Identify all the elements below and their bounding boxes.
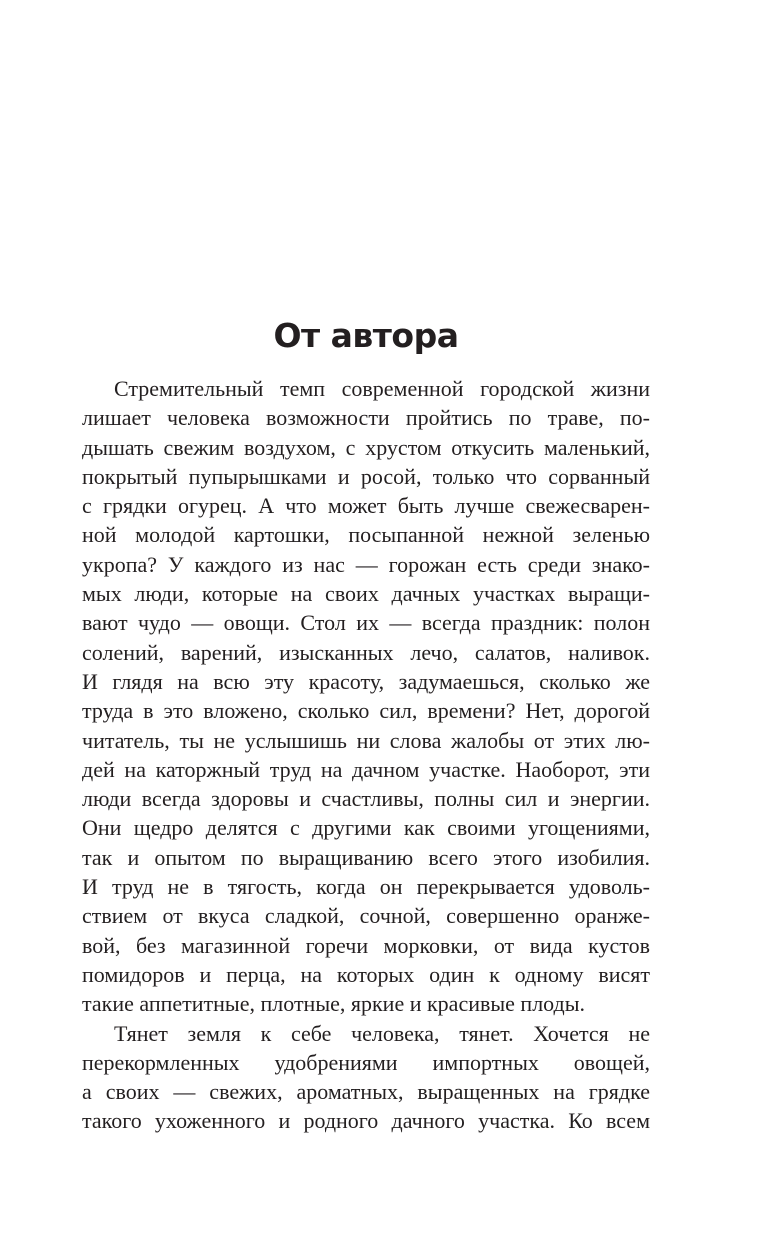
text-line: такие аппетитные, плотные, яркие и красивые плоды.	[82, 991, 586, 1017]
text-line: а своих — свежих, ароматных, выращенных на грядке	[82, 1079, 650, 1105]
text-line: Стремительный темп современной городской жизни	[114, 376, 650, 401]
text-line: дышать свежим воздухом, с хрустом откусить маленький,	[82, 434, 650, 460]
text-line: люди всегда здоровы и счастливы, полны сил и энергии.	[82, 786, 650, 812]
text-line: укропа? У каждого из нас — горожан есть среди знако-	[82, 551, 650, 577]
paragraph-1	[82, 374, 650, 1019]
paragraph-2	[82, 1019, 650, 1136]
text-line: с грядки огурец. А что может быть лучше свежесварен-	[82, 493, 650, 519]
text-line: вают чудо — овощи. Стол их — всегда праздник: полон	[82, 610, 650, 636]
text-line: И труд не в тягость, когда он перекрывается удоволь-	[82, 874, 650, 900]
text-line: так и опытом по выращиванию всего этого изобилия.	[82, 844, 650, 870]
text-line: такого ухоженного и родного дачного участка. Ко всем	[82, 1108, 650, 1134]
text-line: покрытый пупырышками и росой, только что сорванный	[82, 463, 650, 489]
text-line: лишает человека возможности пройтись по траве, по-	[82, 405, 650, 431]
text-line: И глядя на всю эту красоту, задумаешься, сколько же	[82, 668, 650, 694]
text-line: читатель, ты не услышишь ни слова жалобы от этих лю-	[82, 727, 650, 753]
text-line: дей на каторжный труд на дачном участке. Наоборот, эти	[82, 756, 650, 782]
text-line: Они щедро делятся с другими как своими угощениями,	[82, 815, 650, 841]
text-line: ной молодой картошки, посыпанной нежной зеленью	[82, 522, 650, 548]
text-line: Тянет земля к себе человека, тянет. Хочется не	[114, 1020, 650, 1046]
text-line: ствием от вкуса сладкой, сочной, совершенно оранже-	[82, 903, 650, 929]
text-line: перекормленных удобрениями импортных овощей,	[82, 1049, 650, 1075]
text-line: вой, без магазинной горечи морковки, от вида кустов	[82, 932, 650, 958]
chapter-title: От автора	[273, 316, 459, 355]
text-line: солений, варений, изысканных лечо, салатов, наливок.	[82, 639, 650, 665]
chapter-body	[82, 374, 650, 1136]
text-line: помидоров и перца, на которых один к одному висят	[82, 961, 650, 987]
text-line: труда в это вложено, сколько сил, времени? Нет, дорогой	[82, 698, 650, 724]
text-line: мых люди, которые на своих дачных участках выращи-	[82, 581, 650, 607]
